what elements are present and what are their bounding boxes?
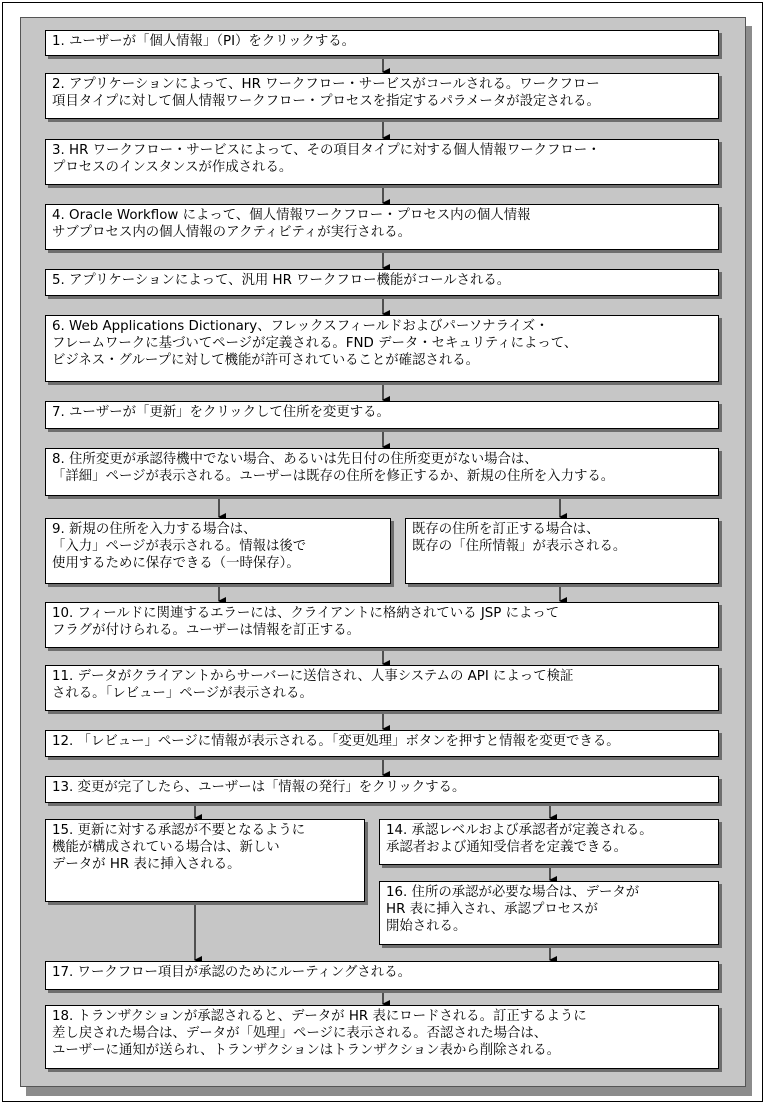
- step-18-line: ユーザーに通知が送られ、トランザクションはトランザクション表から削除される。: [52, 1043, 561, 1058]
- step-9-line: 9. 新規の住所を入力する場合は、: [52, 522, 257, 537]
- step-10-line: フラグが付けられる。ユーザーは情報を訂正する。: [52, 623, 360, 638]
- step-2-box: [45, 73, 719, 119]
- step-4-line: サブプロセス内の個人情報のアクティビティが実行される。: [52, 225, 411, 240]
- step-18-box: [45, 1005, 719, 1069]
- step-6-line: フレームワークに基づいてページが定義される。FND データ・セキュリティによって、: [52, 336, 578, 351]
- step-9b-line: 既存の「住所情報」が表示される。: [412, 539, 627, 554]
- step-14-line: 14. 承認レベルおよび承認者が定義される。: [386, 823, 653, 838]
- step-10-box: [45, 602, 719, 648]
- step-8-line: 8. 住所変更が承認待機中でない場合、あるいは先日付の住所変更がない場合は、: [52, 452, 538, 467]
- step-14-line: 承認者および通知受信者を定義できる。: [386, 840, 628, 855]
- step-14-box: [379, 819, 719, 865]
- step-11-box: [45, 665, 719, 711]
- step-16-line: HR 表に挿入され、承認プロセスが: [386, 902, 598, 917]
- step-6-box: [45, 315, 719, 382]
- step-10-line: 10. フィールドに関連するエラーには、クライアントに格納されている JSP によって: [52, 606, 560, 621]
- step-17-line: 17. ワークフロー項目が承認のためにルーティングされる。: [52, 965, 411, 980]
- step-7-line: 7. ユーザーが「更新」をクリックして住所を変更する。: [52, 405, 390, 420]
- step-15-line: データが HR 表に挿入される。: [52, 857, 241, 872]
- step-3-line: プロセスのインスタンスが作成される。: [52, 160, 293, 175]
- step-3-box: [45, 139, 719, 185]
- step-12-box: [45, 730, 719, 757]
- step-11-line: される。「レビュー」ページが表示される。: [52, 686, 313, 701]
- step-6-line: ビジネス・グループに対して機能が許可されていることが確認される。: [52, 353, 480, 368]
- step-17-box: [45, 961, 719, 990]
- step-7-box: [45, 401, 719, 429]
- step-18-line: 差し戻された場合は、データが「処理」ページに表示される。否認された場合は、: [52, 1026, 548, 1041]
- step-11-line: 11. データがクライアントからサーバーに送信され、人事システムの API によって検証: [52, 669, 574, 684]
- step-9-line: 使用するために保存できる（一時保存）。: [52, 556, 300, 571]
- step-13-box: [45, 776, 719, 803]
- step-16-box: [379, 881, 719, 945]
- step-1-box: [45, 30, 719, 56]
- step-15-line: 機能が構成されている場合は、新しい: [52, 840, 280, 855]
- step-16-line: 開始される。: [386, 919, 467, 934]
- step-9b-box: [405, 518, 719, 584]
- step-15-box: [45, 819, 365, 902]
- step-1-line: 1. ユーザーが「個人情報」（PI）をクリックする。: [52, 34, 356, 49]
- step-4-box: [45, 204, 719, 250]
- step-9b-line: 既存の住所を訂正する場合は、: [412, 522, 600, 537]
- step-18-line: 18. トランザクションが承認されると、データが HR 表にロードされる。訂正するように: [52, 1009, 587, 1024]
- step-15-line: 15. 更新に対する承認が不要となるように: [52, 823, 306, 838]
- step-12-line: 12. 「レビュー」ページに情報が表示される。「変更処理」ボタンを押すと情報を変更できる。: [52, 734, 620, 749]
- step-6-line: 6. Web Applications Dictionary、フレックスフィールドおよびパーソナライズ・: [52, 319, 549, 334]
- step-4-line: 4. Oracle Workflow によって、個人情報ワークフロー・プロセス内の個人情報: [52, 208, 531, 223]
- step-9-box: [45, 518, 391, 584]
- step-2-line: 2. アプリケーションによって、HR ワークフロー・サービスがコールされる。ワークフロー: [52, 77, 600, 92]
- step-16-line: 16. 住所の承認が必要な場合は、データが: [386, 885, 640, 900]
- step-5-line: 5. アプリケーションによって、汎用 HR ワークフロー機能がコールされる。: [52, 273, 511, 288]
- step-8-line: 「詳細」ページが表示される。ユーザーは既存の住所を修正するか、新規の住所を入力する。: [52, 469, 615, 484]
- step-5-box: [45, 269, 719, 296]
- step-3-line: 3. HR ワークフロー・サービスによって、その項目タイプに対する個人情報ワークフロー・: [52, 143, 601, 158]
- step-9-line: 「入力」ページが表示される。情報は後で: [52, 539, 307, 554]
- step-13-line: 13. 変更が完了したら、ユーザーは「情報の発行」をクリックする。: [52, 780, 466, 795]
- step-8-box: [45, 448, 719, 496]
- step-2-line: 項目タイプに対して個人情報ワークフロー・プロセスを指定するパラメータが設定される。: [52, 94, 600, 109]
